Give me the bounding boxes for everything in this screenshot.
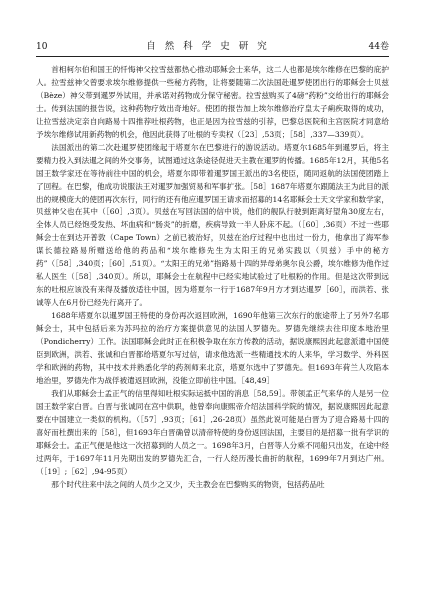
journal-title: 自 然 科 学 史 研 究 (146, 41, 270, 52)
paragraph: 1688年塔夏尔以暹罗国王特使的身份再次返回欧洲，1690年他第三次东行的旅途带上了另外7名耶稣会士，其中包括后来为苏玛拉的治疗方案提供意见的法国人罗德先。罗德先继续去往印度本地治里（Pondicherry）工作。法国耶稣会此时正在积极争取在东方传教的活动，据说康熙因此起意派遣中国使臣到欧洲，洪若、张诚和白晋都给塔夏尔写过信，请求他选派一些精通技术的人来华，学习数学、外科医学和欧洲的药物，其中技术并熟悉化学的药剂师来北京，塔夏尔选中了罗德先。但1693年荷兰人攻陷本地治里，罗德先作为战俘被遣返回欧洲，没能立即前往中国。［48,49］ (36, 311, 389, 385)
paragraph: 法国派出的第二次赴暹罗使团缘起于塔夏尔在巴黎进行的游说活动。塔夏尔1685年到暹罗后，将主要精力投入到法暹之间的外交事务，试图通过这条途径促进天主教在暹罗的传播。1685年12月，其他5名国王数学家还在等待前往中国的机会，塔夏尔即带着暹罗国王派出的3名使臣，随同返航的法国使团踏上了回程。在巴黎，他成功说服法王对暹罗加强贸易和军事扩张。［58］1687年塔夏尔跟随法王为此目的派出的规模庞大的使团再次东行，同行的还有他应暹罗国王请求而招募的14名耶稣会士天文学家和数学家，贝兹神父也在其中（［60］,3页）。贝兹在写回法国的信中说，他们的舰队行驶到距离好望角30度左右，全体人员已经饱受发热、坏血病和“肠炎”的折磨，疾病导致一半人卧床不起。（［60］,36页）不过一些耶稣会士在到达开普敦（Cape Town）之前已被治好，贝兹在治疗过程中也出过一份力，他拿出了海军参谋长德拉路易所赠送给他的药品和“埃尔维修先生为太阳王的兄弟实践以（贝兹）手中的秘方药”（［58］,340页；［60］,51页）。“太阳王的兄弟”指路易十四的异母弟奥尔良公爵，埃尔维修为他作过私人医生（［58］,340页）。所以，耶稣会士在航程中已经实地试验过了吐根粉的作用。但是这次带到远东的吐根应该没有来得及播放适往中国，因为塔夏尔一行于1687年9月方才到达暹罗［60］，而洪若、张诚等人在6月份已经先行离开了。 (36, 142, 389, 308)
paragraph: 我们从耶稣会士孟正气的信里得知吐根实际运抵中国的消息［58,59］。带领孟正气来华的人是另一位国王数学家白晋。白晋与张诚同在宫中供职，他曾奉向康熙帝介绍法国科学院的情况，据说康熙因此起意要在中国建立一类似的机构。（［57］,93页；［61］,26-28页）虽然此说可能是白晋为了迎合路易十四的喜好而杜撰出来的［58］，但1693年白晋确曾以清帝特使的身份返回法国，主要目的是招募一批有学识的耶稣会士。孟正气便是他这一次招募到的人员之一。1698年3月，白晋等人分乘不同船只出发，在途中经过两年，于1697年11月先期出发的罗德先汇合，一行人经历漫长曲折的航程，1699年7月到达广州。（［19］;［62］,94-95页） (36, 388, 389, 476)
header-rule (36, 56, 389, 57)
paragraph: 首相柯尔伯和国王的忏悔神父拉雪兹都热心推动耶稣会士来华，这二人也都是埃尔维修在巴黎的庇护人。拉雪兹神父曾要求埃尔维修提供一些秘方药物，让将要随第二次法国赴暹罗使团出行的耶稣会士贝兹（Bèze）神父带到暹罗外试用，并承诺对药物成分保守秘密。拉雪兹购买了4磅“药粉”交给出行的耶稣会士。传到法国的报告说，这种药物疗效出奇地好。使团的报告加上埃尔维修治疗皇太子痢疾取得的成功，让拉雪兹决定亲自向路易十四推荐吐根药物，也正是因为拉雪兹的引荐，巴黎总医院和主宫医院才同意给予埃尔维修试用新药物的机会，他因此获得了吐根的专卖权（［23］,53页；［58］,337—339页）。 (36, 65, 389, 139)
page-number: 10 (36, 42, 48, 52)
body-text (36, 64, 389, 491)
paragraph: 那个时代往来中法之间的人员少之又少，天主教会在巴黎购买的物资，包括药品吐 (51, 479, 325, 489)
running-header (36, 40, 389, 54)
volume-number: 44卷 (368, 42, 389, 52)
